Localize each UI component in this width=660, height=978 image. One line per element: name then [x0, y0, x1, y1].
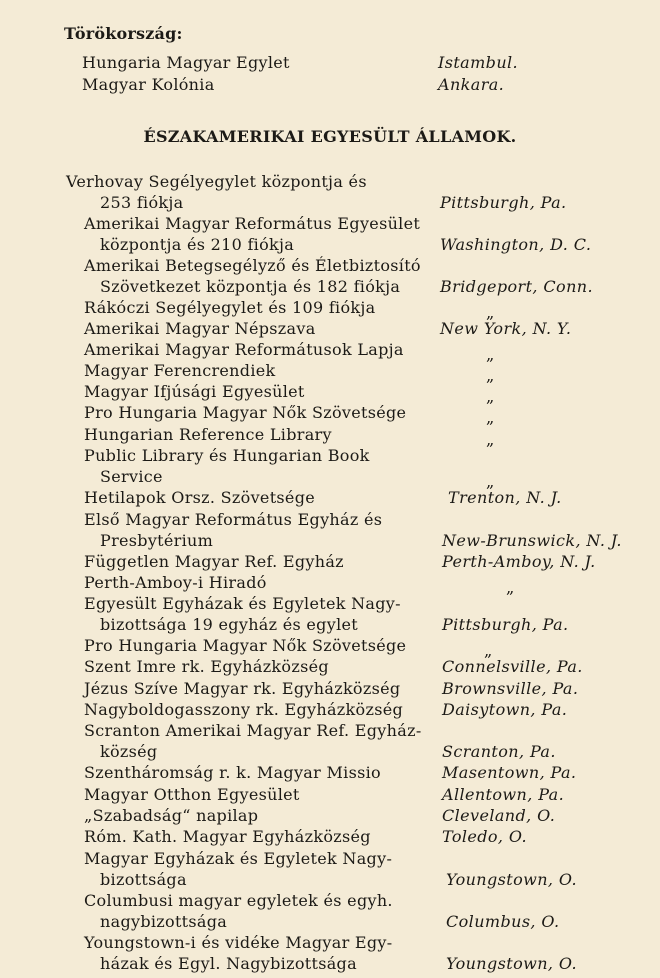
entry-line: Róm. Kath. Magyar Egyházközség — [84, 827, 371, 846]
entry-line: Szent Imre rk. Egyházközség — [84, 657, 329, 676]
ditto-mark: „ — [484, 641, 493, 660]
entry-line: Amerikai Magyar Református Egyesület — [84, 214, 421, 233]
entry-line: Hungarian Reference Library — [84, 425, 332, 444]
entry-line: bizottsága 19 egyház és egylet — [100, 615, 358, 634]
ditto-mark: „ — [486, 387, 495, 406]
entry-line: Egyesült Egyházak és Egyletek Nagy- — [84, 594, 401, 613]
entry-line: Rákóczi Segélyegylet és 109 fiókja — [84, 298, 376, 317]
entry-line: házak és Egyl. Nagybizottsága — [100, 954, 357, 973]
entry-place: Brownsville, Pa. — [442, 679, 579, 698]
entry-place: Scranton, Pa. — [442, 742, 556, 761]
entry-place: New-Brunswick, N. J. — [442, 531, 622, 550]
entry-line: Pro Hungaria Magyar Nők Szövetsége — [84, 636, 407, 655]
entry-line: 253 fiókja — [100, 193, 184, 212]
ditto-mark: „ — [486, 303, 495, 322]
entry-place: Youngstown, O. — [446, 954, 577, 973]
entry-place: Columbus, O. — [446, 912, 560, 931]
ditto-mark: „ — [486, 366, 495, 385]
entry-place: Youngstown, O. — [446, 870, 577, 889]
entry-line: Perth-Amboy-i Hiradó — [84, 573, 267, 592]
section-heading-turkey: Törökország: — [64, 24, 183, 43]
ditto-mark: „ — [486, 430, 495, 449]
entry-place: Ankara. — [438, 75, 505, 94]
entry-place: Pittsburgh, Pa. — [440, 193, 567, 212]
entry-line: Magyar Ferencrendiek — [84, 361, 276, 380]
entry-line: Pro Hungaria Magyar Nők Szövetsége — [84, 403, 407, 422]
entry-line: Youngstown-i és vidéke Magyar Egy- — [84, 933, 393, 952]
entry-line: központja és 210 fiókja — [100, 235, 295, 254]
entry-place: Washington, D. C. — [440, 235, 592, 254]
entry-place: Perth-Amboy, N. J. — [442, 552, 596, 571]
entry-line: község — [100, 742, 158, 761]
entry-line: Magyar Ifjúsági Egyesület — [84, 382, 305, 401]
entry-line: Amerikai Magyar Népszava — [84, 319, 316, 338]
entry-line: Szövetkezet központja és 182 fiókja — [100, 277, 401, 296]
section-heading-usa: ÉSZAKAMERIKAI EGYESÜLT ÁLLAMOK. — [143, 127, 517, 146]
entry-line: Független Magyar Ref. Egyház — [84, 552, 344, 571]
entry-line: bizottsága — [100, 870, 187, 889]
entry-place: Allentown, Pa. — [442, 785, 565, 804]
entry-line: Service — [100, 467, 163, 486]
entry-place: Bridgeport, Conn. — [440, 277, 593, 296]
entry-line: „Szabadság“ napilap — [84, 806, 259, 825]
entry-line: Public Library és Hungarian Book — [84, 446, 370, 465]
entry-place: Trenton, N. J. — [448, 488, 562, 507]
entry-line: Magyar Egyházak és Egyletek Nagy- — [84, 849, 393, 868]
entry-line: Scranton Amerikai Magyar Ref. Egyház- — [84, 721, 422, 740]
entry-name: Magyar Kolónia — [82, 75, 215, 94]
entry-place: Connelsville, Pa. — [442, 657, 583, 676]
entry-line: Szentháromság r. k. Magyar Missio — [84, 763, 381, 782]
ditto-mark: „ — [486, 408, 495, 427]
entry-line: nagybizottsága — [100, 912, 228, 931]
entry-line: Nagyboldogasszony rk. Egyházközség — [84, 700, 404, 719]
ditto-mark: „ — [486, 472, 495, 491]
entry-place: New York, N. Y. — [440, 319, 572, 338]
ditto-mark: „ — [506, 578, 515, 597]
entry-line: Hetilapok Orsz. Szövetsége — [84, 488, 316, 507]
entry-line: Verhovay Segélyegylet központja és — [66, 172, 367, 191]
entry-name: Hungaria Magyar Egylet — [82, 53, 290, 72]
entry-place: Cleveland, O. — [442, 806, 556, 825]
entry-place: Pittsburgh, Pa. — [442, 615, 569, 634]
entry-line: Columbusi magyar egyletek és egyh. — [84, 891, 393, 910]
entry-line: Amerikai Betegsegélyző és Életbiztosító — [84, 256, 421, 275]
entry-place: Daisytown, Pa. — [442, 700, 568, 719]
entry-line: Magyar Otthon Egyesület — [84, 785, 300, 804]
entry-line: Első Magyar Református Egyház és — [84, 510, 383, 529]
entry-place: Istambul. — [438, 53, 519, 72]
entry-line: Presbytérium — [100, 531, 214, 550]
entry-place: Masentown, Pa. — [442, 763, 577, 782]
entry-line: Jézus Szíve Magyar rk. Egyházközség — [84, 679, 401, 698]
entry-line: Amerikai Magyar Reformátusok Lapja — [84, 340, 404, 359]
entry-place: Toledo, O. — [442, 827, 527, 846]
ditto-mark: „ — [486, 345, 495, 364]
